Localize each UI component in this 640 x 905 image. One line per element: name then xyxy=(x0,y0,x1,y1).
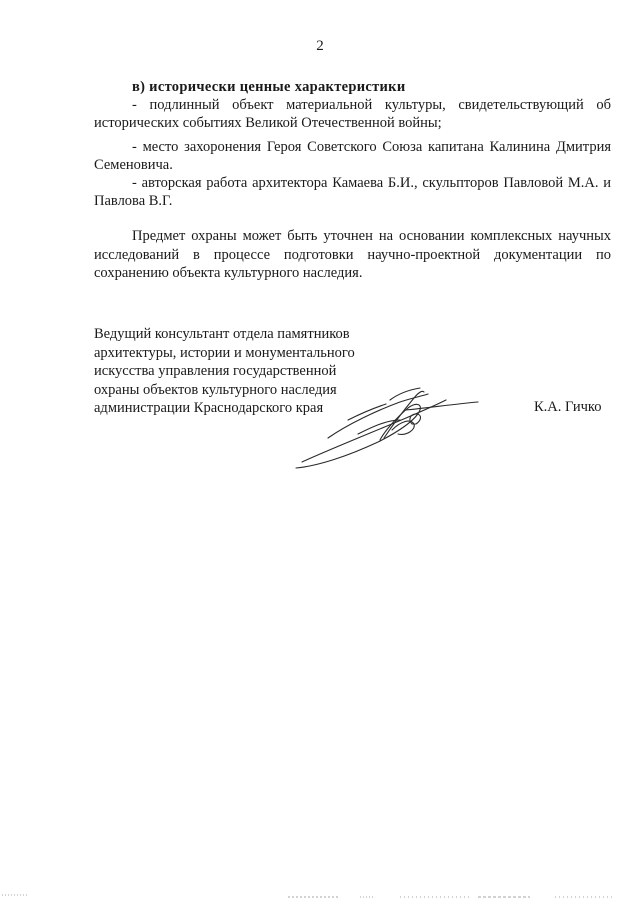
signer-position-line: Ведущий консультант отдела памятников xyxy=(94,326,350,342)
signer-position-line: охраны объектов культурного наследия xyxy=(94,381,337,398)
protection-subject-note: Предмет охраны может быть уточнен на основании комплексных научных исследований в процессе подготовки научно-проектной документации по сохранению объекта культурного наследия. xyxy=(94,228,611,281)
characteristic-item-authorship: - авторская работа архитектора Камаева Б.И., скульпторов Павловой М.А. и Павлова В.Г. xyxy=(94,175,611,209)
signer-position-line: искусства управления государственной xyxy=(94,363,337,379)
signer-position-line: архитектуры, истории и монументального xyxy=(94,344,355,361)
signer-position-line: администрации Краснодарского края xyxy=(94,400,324,416)
section-heading: в) исторически ценные характеристики xyxy=(132,79,406,95)
scan-edge-noise xyxy=(0,892,640,902)
handwritten-signature xyxy=(288,380,488,485)
signer-name: К.А. Гичко xyxy=(534,399,602,415)
characteristic-item-authentic-object: - подлинный объект материальной культуры, свидетельствующий об исторических событиях Великой Отечественной войны; xyxy=(94,97,611,131)
characteristic-item-burial-place: - место захоронения Героя Советского Союза капитана Калинина Дмитрия Семеновича. xyxy=(94,139,611,173)
page-number: 2 xyxy=(316,38,324,54)
